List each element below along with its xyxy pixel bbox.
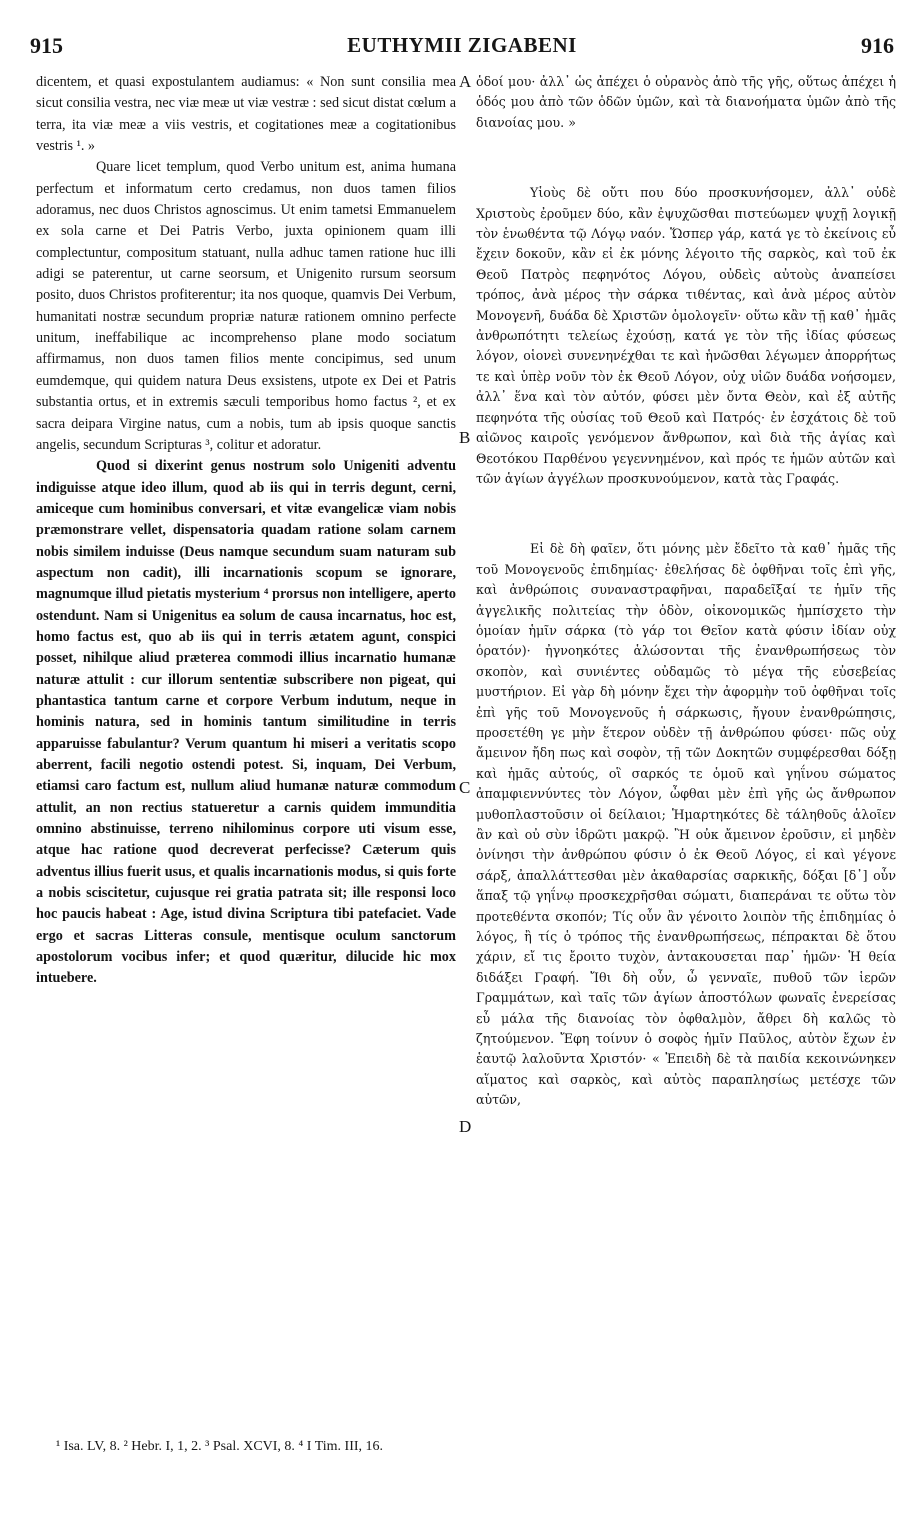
footnotes: ¹ Isa. LV, 8. ² Hebr. I, 1, 2. ³ Psal. XCVI, 8. ⁴ I Tim. III, 16. xyxy=(56,1439,384,1454)
page-number-left: 915 xyxy=(30,33,63,58)
greek-paragraph: Εἰ δὲ δὴ φαῖεν, ὅτι μόνης μὲν ἔδεῖτο τὰ καθ᾽ ἡμᾶς τῆς τοῦ Μονογενοῦς ἐπιδημίας· ἐθελήσας δὲ ὀφθῆναι τοῖς ἐπὶ γῆς, καὶ ἀνθρώποις συναναστραφῆναι, παραδεῖξαί τε ἡμῖν τῆς ἀγγελικῆς πολιτείας τὴν ὁδὸν, οἰκονομικῶς ἠμπίσχετο τὴν ὁμοίαν ἡμῖν σάρκα (τὸ γάρ τοι Θεῖον κατὰ φύσιν ἰδίαν οὐχ ὁρατόν)· ἠγνοηκότες ἁλώσονται τῆς ἐνανθρωπήσεως τὸν σκοπὸν, καὶ συνιέντες οὐδαμῶς τὸ μέγα τῆς εὐσεβείας μυστήριον. Εἰ γὰρ δὴ μόνην ἔχει τὴν ἀφορμὴν τοῦ ὀφθῆναι τοῖς ἐπὶ γῆς τοῦ Μονογενοῦς ἡ σάρκωσις, ἤγουν ἐνανθρώπησις, προσετέθη γε μὴν ἕτερον οὐδὲν τῇ ἀνθρώπου φύσει· πῶς οὐχ ἄμεινον ἤδη πως καὶ σοφὸν, τῇ τῶν Δοκητῶν συμφέρεσθαι δόξῃ καὶ ἡμᾶς αὐτούς, οἳ σαρκός τε ὁμοῦ καὶ γηΐνου σώματος ἀπαμφιεννύντες τὸν Λόγον, ὦφθαι μὲν ἐπὶ γῆς ὡς ἄνθρωπον μυθοπλαστοῦσιν οἱ δείλαιοι; Ἡμαρτηκότες δὲ τάληθοῦς ἁλοῖεν ἂν καὶ οὐ σὺν ἱδρῶτι μακρῷ. Ἢ οὐκ ἄμεινον ἐροῦσιν, εἰ μηδὲν ὀνίνησι τὴν ἀνθρώπου φύσιν ὁ ἐκ Θεοῦ Λόγος, εἰ καὶ γέγονε σάρξ, ἀπαλλάττεσθαι μὲν ἀκαθαρσίας σαρκικῆς, δόξαι [δ᾽] οὖν ἅπαξ τῷ γηΐνῳ προσκεχρῆσθαι σώματι, διαπεράναι τε οὕτω τὸν προτεθέντα σκοπόν; Τίς οὖν ἂν γένοιτο λοιπὸν τῆς ἐπιδημίας ὁ λόγος, ἢ τίς ὁ τρόπος τῆς ἐνανθρωπήσεως, πέπρακται δὲ ὅτου χάριν, εἴ τις ἔροιτο τυχὸν, ἀντακουσεται παρ᾽ ἡμῶν· Ἡ θεία διδάξει Γραφή. Ἴθι δὴ οὖν, ὦ γενναῖε, πυθοῦ τῶν ἱερῶν Γραμμάτων, καὶ ταῖς τῶν ἁγίων ἀποστόλων φωναῖς ἐνερείσας εὖ μάλα τῆς διανοίας τὸν ὀφθαλμὸν, ἄθρει δὴ καλῶς τὸ ζητούμενον. Ἔφη τοίνυν ὁ σοφὸς ἡμῖν Παῦλος, αὐτὸν ἔχων ἐν ἑαυτῷ λαλοῦντα Χριστόν· « Ἐπειδὴ δὲ τὰ παιδία κεκοινώνηκεν αἵματος καὶ σαρκὸς, καὶ αὐτὸς παραπλησίως μετέσχε τῶν αὐτῶν, xyxy=(476,541,896,1108)
running-header xyxy=(30,33,894,61)
greek-paragraph: Υἱοὺς δὲ οὔτι που δύο προσκυνήσομεν, ἀλλ᾽ οὐδὲ Χριστοὺς ἐροῦμεν δύο, κἂν ἐψυχῶσθαι πιστεύωμεν ψυχῇ λογικῇ τὸν ἑνωθέντα τῷ Λόγῳ ναόν. Ὥσπερ γάρ, κατά γε τὸ ἐκείνοις εὖ ἔχειν δοκοῦν, κἂν εἰ ἐκ μόνης λέγοιτο τῆς σαρκὸς, καὶ τοῦ ἐκ Θεοῦ Πατρὸς πεφηνότος Λόγου, οὐδεὶς αὐτοὺς ἀναπείσει τρόπος, ἀνὰ μέρος τὴν σάρκα τιθέντας, καὶ ἀνὰ μέρος αὐτὸν Μονογενῆ, δυάδα δὲ Χριστῶν ὁμολογεῖν· οὕτω κἂν τῇ καθ᾽ ἡμᾶς ἀνθρωπότητι τελείως ἐχούσῃ, κατά γε τὸν τῆς ἰδίας φύσεως λόγον, οἱονεὶ συνενηνέχθαι τε καὶ ἡνῶσθαι λέγωμεν ἀπορρήτως τε καὶ ὑπὲρ νοῦν τὸν ἐκ Θεοῦ Λόγον, οὐχ υἱῶν δυάδα νοήσομεν, ἀλλ᾽ ἕνα καὶ τὸν αὐτόν, φύσει μὲν ὄντα Θεὸν, καὶ ἐξ αὐτῆς πεφηνότα τῆς οὐσίας τοῦ Θεοῦ καὶ Πατρός· ἐν ἐσχάτοις δὲ τοῦ αἰῶνος καιροῖς γενόμενον ἄνθρωπον, καὶ διὰ τῆς ἁγίας καὶ Θεοτόκου Παρθένου γεγεννημένον, καὶ πρός τε ἡμῶν αὐτῶν καὶ τῶν ἁγίων ἀγγέλων προσκυνούμενον, κατὰ τὰς Γραφάς. xyxy=(476,185,896,486)
running-title: EUTHYMII ZIGABENI xyxy=(347,33,577,57)
margin-letter-a: A xyxy=(459,72,472,91)
latin-column xyxy=(36,72,456,990)
greek-column xyxy=(476,72,896,1111)
margin-letter-d: D xyxy=(459,1117,472,1136)
latin-paragraph: Quod si dixerint genus nostrum solo Unigeniti adventu indiguisse atque ideo illum, quod ab iis qui in terris degunt, cerni, amiceque cum hominibus conversari, et vitæ evangelicæ viam nobis præmonstrare vellet, dispensatoria quadam ratione solam carnem nobis similem induisse (Deus namque secundum suam naturam sub aspectum non cadit), illi incarnationis scopum se ignorare, magnumque illud pietatis mysterium ⁴ prorsus non intelligere, aperto ostendunt. Nam si Unigenitus ea solum de causa incarnatus, hoc est, homo factus est, quo ab iis qui in terris ætatem agunt, conspici posset, nihilque aliud præterea commodi illius incarnatio humanæ naturæ attulit : cur illorum sententiæ subscribere non pigeat, qui phantastica tantum carne et corpore Verbum indutum, neque in hominis natura, sed in hominis tantum similitudine in terris apparuisse fabulantur? Verum quantum hi miseri a veritatis scopo aberrent, facili negotio ostendi potest. Si, inquam, Dei Verbum, etiamsi caro factum est, nullum aliud humanæ naturæ commodum attulit, an non rectius statueretur a carnis quidem immunditia omnino abstinuisse, terreno nihilominus corpore uti visum esse, atque hac ratione quod decreverat perfecisse? Cæterum quis adventus illius fuerit usus, et qualis incarnationis modus, si quis forte a nobis sciscitetur, cujusque rei gratia patrata sit; ille responsi loco hoc paucis habeat : Age, istud divina Scriptura tibi patefaciet. Vade ergo et sacras Litteras consule, mentisque oculum sanctorum apostolorum vocibus infer; et quod quæritur, dilucide hic mox intuebere. xyxy=(36,458,456,987)
page-number-right: 916 xyxy=(861,33,894,58)
margin-letter-c: C xyxy=(459,778,471,797)
latin-paragraph: dicentem, et quasi expostulantem audiamus: « Non sunt consilia mea sicut consilia vestra, nec viæ meæ ut viæ vestræ : sed sicut distat cœlum a terra, ita viæ meæ a viis vestris, et cogitationes meæ a cogitationibus vestris ¹. » xyxy=(36,74,456,155)
latin-paragraph: Quare licet templum, quod Verbo unitum est, anima humana perfectum et informatum certo credamus, non duos tamen filios adoramus, nec duos Christos agnoscimus. Ut enim tametsi Emmanuelem ex sola carne et Dei Patris Verbo, juxta opinionem quam illi complectuntur, compositum statuant, nulla adhuc tamen ratione huc illi adigi se paterentur, ut carne seorsum, et Unigenito rursum seorsum posito, duos Christos profiterentur; ita nos quoque, quamvis Dei Verbum, humanitati nostræ secundum propriæ naturæ rationem omnino perfecte unitum, ineffabilique ac incomprehenso plane modo sociatum affirmamus, non duos tamen filios mente concipimus, sed unum eumdemque, qui quidem natura Deus exsistens, utpote ex Dei et Patris substantia ortus, et in extremis sæculi temporibus homo factus ², et ex sacra deipara Virgine natus, cum a nobis, tum ab ipsis quoque sanctis angelis, secundum Scripturas ³, colitur et adoratur. xyxy=(36,159,456,453)
margin-letter-b: B xyxy=(459,428,471,447)
greek-paragraph: ὁδοί μου· ἀλλ᾽ ὡς ἀπέχει ὁ οὐρανὸς ἀπὸ τῆς γῆς, οὕτως ἀπέχει ἡ ὁδός μου ἀπὸ τῶν ὁδῶν ὑμῶν, καὶ τὰ διανοήματα ὑμῶν ἀπὸ τῆς διανοίας μου. » xyxy=(476,74,896,130)
